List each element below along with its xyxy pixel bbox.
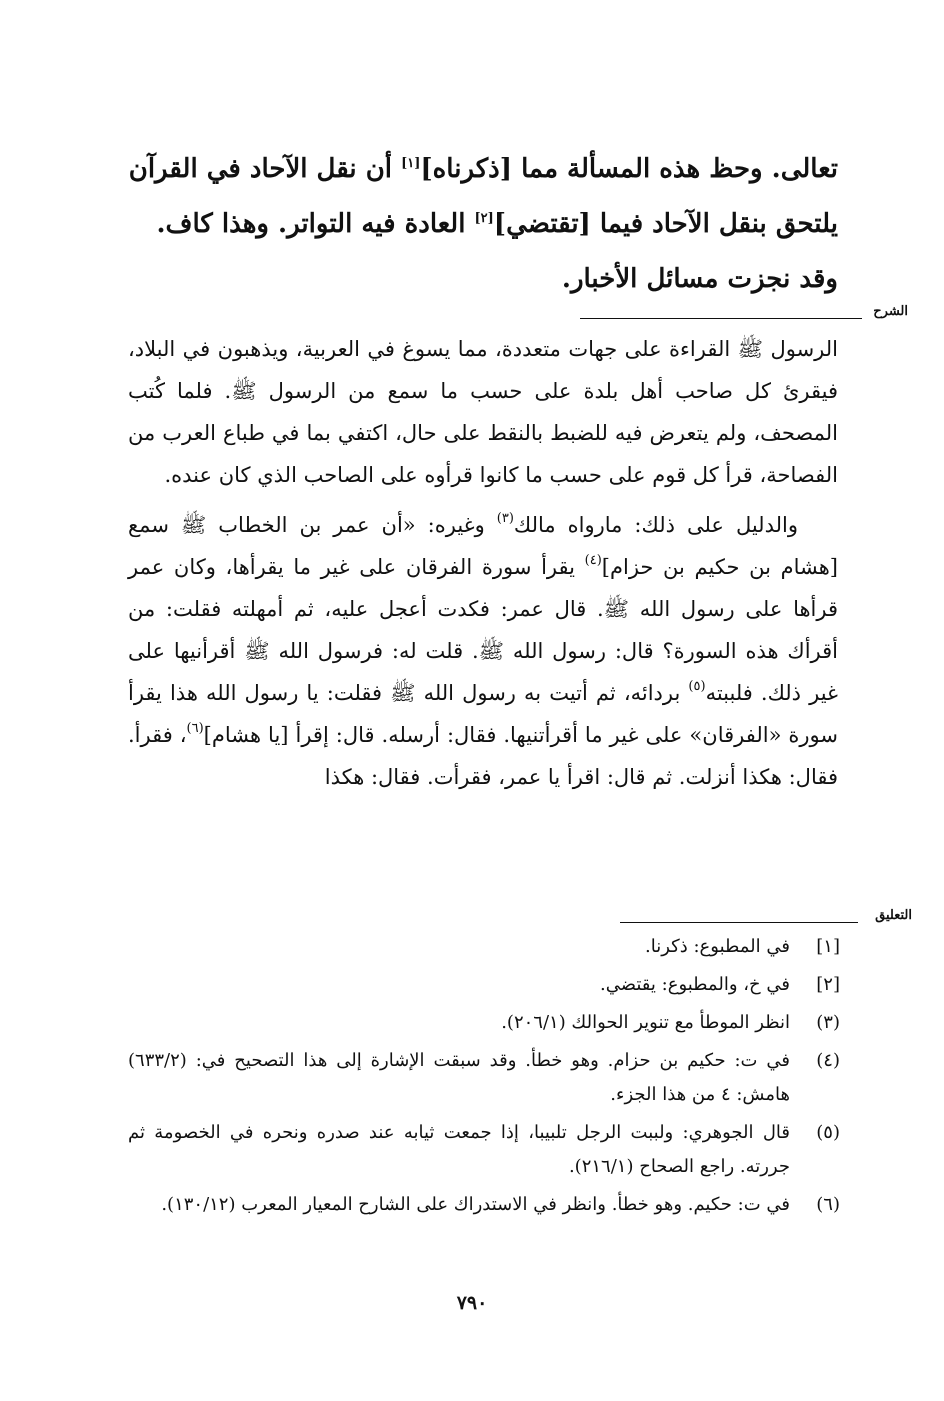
- footnote-number: (٥): [816, 1122, 840, 1143]
- main-text-segment: أن نقل الآحاد في القرآن: [128, 154, 393, 184]
- commentary-paragraph: الرسول ﷺ القراءة على جهات متعددة، مما يسوغ في العربية، ويذهبون في البلاد، فيقرئ كل صاحب أهل بلدة على حسب ما سمع من الرسول ﷺ. فلما كُتب المصحف، ولم يتعرض فيه للضبط بالنقط على حال، اكتفي بما في طباع العرب من الفصاحة، قرأ كل قوم على حسب ما كانوا قرأوه على الصاحب الذي كان عنده.: [128, 337, 838, 487]
- commentary-heading: الشرح: [873, 304, 908, 319]
- commentary-block: [128, 328, 838, 798]
- footnote-item: [128, 968, 840, 1002]
- footnote-number: [١]: [816, 936, 840, 957]
- footnote-text: في خ، والمطبوع: يقتضي.: [600, 974, 790, 995]
- main-line: [128, 142, 838, 197]
- main-text-segment: يلتحق بنقل الآحاد فيما [تقتضي]: [493, 209, 838, 239]
- footnote-text: قال الجوهري: ولببت الرجل تلبيبا، إذا جمعت ثيابه عند صدره ونحره في الخصومة ثم جررته. راجع الصحاح (٢١٦/١).: [128, 1122, 790, 1177]
- footnote-text: في ت: حكيم بن حزام. وهو خطأ. وقد سبقت الإشارة إلى هذا التصحيح في: (٦٣٣/٢) هامش: ٤ من هذا الجزء.: [128, 1050, 790, 1105]
- commentary-segment: ، فقرأ. فقال: هكذا أنزلت. ثم قال: اقرأ يا عمر، فقرأت. فقال: هكذا: [128, 723, 838, 789]
- footnote-text: انظر الموطأ مع تنوير الحوالك (٢٠٦/١).: [501, 1012, 790, 1033]
- footnote-number: (٣): [816, 1012, 840, 1033]
- divider-rule: [580, 318, 862, 319]
- notes-heading: التعليق: [875, 908, 912, 923]
- footnote-marker: (٤): [584, 553, 602, 568]
- footnote-number: (٤): [816, 1050, 840, 1071]
- footnote-item: [128, 1006, 840, 1040]
- main-text-block: [128, 142, 838, 307]
- main-text-segment: وقد نجزت مسائل الأخبار.: [561, 264, 838, 294]
- commentary-segment: بردائه، ثم أتيت به رسول الله ﷺ فقلت: يا رسول الله هذا يقرأ سورة «الفرقان» على غير ما أقرأتنيها. فقال: أرسله. قال: إقرأ [يا هشام]: [128, 681, 838, 747]
- footnote-item: [128, 1044, 840, 1112]
- footnote-marker: [١]: [401, 156, 421, 171]
- main-text-segment: تعالى. وحظ هذه المسألة مما [ذكرناه]: [420, 154, 838, 184]
- commentary-segment: يقرأ سورة الفرقان على غير ما يقرأها، وكان عمر قرأها على رسول الله ﷺ. قال عمر: فكدت أعجل عليه، ثم أمهلته فقلت: من أقرأك هذه السورة؟ قال: رسول الله ﷺ. قلت له: فرسول الله ﷺ أقرأنيها على غير ذلك. فلببته: [128, 555, 839, 705]
- footnote-marker: (٣): [496, 511, 514, 526]
- footnote-number: [٢]: [816, 974, 840, 995]
- footnote-marker: (٦): [186, 721, 204, 736]
- footnote-item: [128, 1116, 840, 1184]
- main-line: [128, 252, 838, 307]
- commentary-paragraph: [128, 504, 838, 798]
- main-text-segment: العادة فيه التواتر. وهذا كاف.: [156, 209, 466, 239]
- commentary-segment: والدليل على ذلك: مارواه مالك: [513, 513, 798, 537]
- commentary-segment: وغيره: «أن عمر بن الخطاب ﷺ سمع [هشام بن حكيم بن حزام]: [128, 513, 838, 579]
- main-line: [128, 197, 838, 252]
- footnote-item: [128, 930, 840, 964]
- notes-divider: [620, 907, 912, 927]
- commentary-divider: [580, 303, 908, 323]
- footnotes-block: [128, 930, 840, 1226]
- page-number: ٧٩٠: [456, 1292, 488, 1314]
- footnote-marker: [٢]: [474, 211, 494, 226]
- footnote-marker: (٥): [688, 679, 706, 694]
- divider-rule: [620, 922, 858, 923]
- footnote-text: في المطبوع: ذكرنا.: [645, 936, 790, 957]
- footnote-number: (٦): [816, 1194, 840, 1215]
- footnote-text: في ت: حكيم. وهو خطأ. وانظر في الاستدراك على الشارح المعيار المعرب (١٣٠/١٢).: [161, 1194, 790, 1215]
- footnote-item: [128, 1188, 840, 1222]
